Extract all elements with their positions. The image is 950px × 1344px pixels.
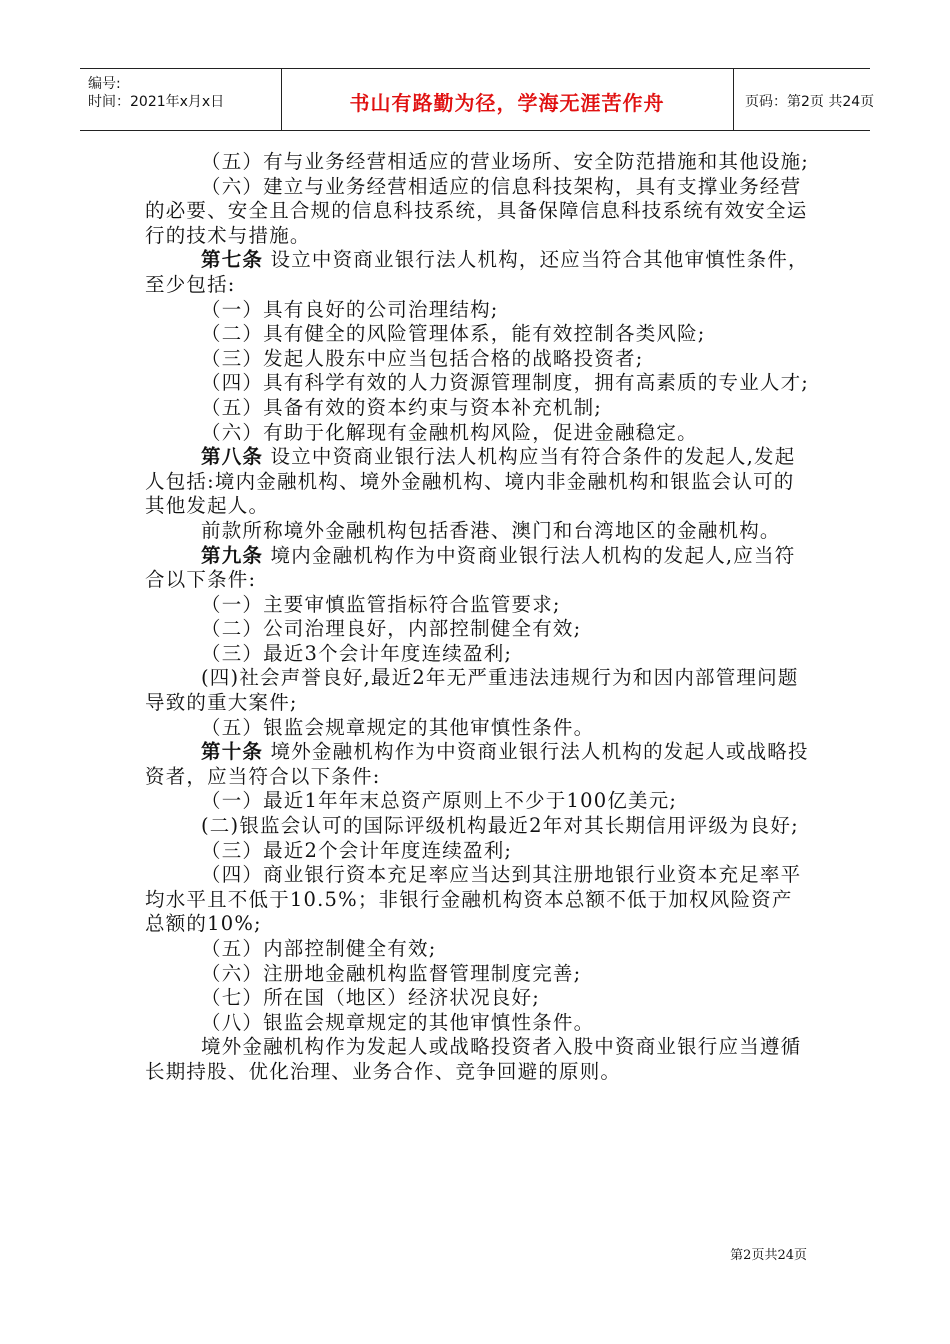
paragraph-text: 境内金融机构作为中资商业银行法人机构的发起人,应当符合以下条件: xyxy=(145,543,796,592)
paragraph-text: （五）内部控制健全有效; xyxy=(201,937,437,960)
clause-paragraph xyxy=(145,322,813,347)
clause-paragraph xyxy=(145,642,813,667)
clause-paragraph xyxy=(145,421,813,446)
clause-paragraph xyxy=(145,298,813,323)
article-number: 第八条 xyxy=(201,445,264,469)
paragraph-text: （二）具有健全的风险管理体系，能有效控制各类风险; xyxy=(201,322,706,346)
clause-paragraph xyxy=(145,789,813,814)
paragraph-text: （五）具备有效的资本约束与资本补充机制; xyxy=(201,395,603,419)
paragraph-text: （三）最近3个会计年度连续盈利; xyxy=(201,641,513,665)
paragraph-text: 设立中资商业银行法人机构，还应当符合其他审慎性条件，至少包括: xyxy=(145,248,809,296)
clause-paragraph xyxy=(145,1011,813,1036)
clause-paragraph xyxy=(145,986,813,1011)
clause-paragraph xyxy=(145,937,813,962)
paragraph-text: （六）建立与业务经营相适应的信息科技架构，具有支撑业务经营的必要、安全且合规的信息科技系统，具备保障信息科技系统有效安全运行的技术与措施。 xyxy=(145,174,808,247)
page-header xyxy=(80,68,875,131)
clause-paragraph xyxy=(145,593,813,618)
header-motto: 书山有路勤为径，学海无涯苦作舟 xyxy=(349,91,665,115)
article-number: 第十条 xyxy=(201,740,264,764)
header-page-cell xyxy=(733,69,875,130)
paragraph-text: （三）最近2个会计年度连续盈利; xyxy=(201,838,513,862)
paragraph-text: （五）有与业务经营相适应的营业场所、安全防范措施和其他设施; xyxy=(201,150,810,173)
document-number-label: 编号: xyxy=(88,76,121,92)
article-number: 第七条 xyxy=(201,248,264,272)
document-body xyxy=(145,150,813,1085)
paragraph-text: 前款所称境外金融机构包括香港、澳门和台湾地区的金融机构。 xyxy=(201,518,781,542)
header-motto-cell xyxy=(281,69,734,130)
paragraph-text: （六）有助于化解现有金融机构风险，促进金融稳定。 xyxy=(201,420,698,444)
clause-paragraph xyxy=(145,371,813,396)
article-number: 第九条 xyxy=(201,543,264,567)
clause-paragraph xyxy=(145,347,813,372)
header-page-number: 页码：第2页 共24页 xyxy=(745,94,875,110)
paragraph-text: （一）具有良好的公司治理结构; xyxy=(201,297,499,321)
clause-paragraph xyxy=(145,396,813,421)
clause-paragraph xyxy=(145,666,813,715)
paragraph-text: 设立中资商业银行法人机构应当有符合条件的发起人,发起人包括:境内金融机构、境外金融机构、境内非金融机构和银监会认可的其他发起人。 xyxy=(145,445,796,518)
paragraph-text: （四）具有科学有效的人力资源管理制度，拥有高素质的专业人才; xyxy=(201,371,810,395)
paragraph-text: （八）银监会规章规定的其他审慎性条件。 xyxy=(201,1010,595,1034)
clause-paragraph xyxy=(145,150,813,175)
document-time-label: 时间：2021年x月x日 xyxy=(88,94,225,110)
clause-paragraph xyxy=(145,863,813,937)
article-paragraph xyxy=(145,544,813,593)
paragraph-text: 境外金融机构作为发起人或战略投资者入股中资商业银行应当遵循长期持股、优化治理、业务合作、竞争回避的原则。 xyxy=(145,1035,802,1083)
paragraph-text: （一）主要审慎监管指标符合监管要求; xyxy=(201,592,561,616)
article-paragraph xyxy=(145,740,813,789)
paragraph-text: （三）发起人股东中应当包括合格的战略投资者; xyxy=(201,346,644,370)
paragraph-text: （六）注册地金融机构监督管理制度完善; xyxy=(201,961,582,985)
article-paragraph xyxy=(145,445,813,519)
article-paragraph xyxy=(145,248,813,297)
header-meta xyxy=(80,69,282,130)
paragraph-text: 境外金融机构作为中资商业银行法人机构的发起人或战略投资者，应当符合以下条件: xyxy=(145,740,809,788)
clause-paragraph xyxy=(145,175,813,249)
clause-paragraph xyxy=(145,716,813,741)
clause-paragraph xyxy=(145,814,813,839)
clause-paragraph xyxy=(145,1035,813,1084)
clause-paragraph xyxy=(145,519,813,544)
paragraph-text: （四）商业银行资本充足率应当达到其注册地银行业资本充足率平均水平且不低于10.5%；非银行金融机构资本总额不低于加权风险资产总额的10%; xyxy=(145,863,802,936)
clause-paragraph xyxy=(145,962,813,987)
clause-paragraph xyxy=(145,617,813,642)
clause-paragraph xyxy=(145,839,813,864)
paragraph-text: （五）银监会规章规定的其他审慎性条件。 xyxy=(201,715,595,739)
page-footer: 第2页共24页 xyxy=(730,1248,807,1263)
paragraph-text: (四)社会声誉良好,最近2年无严重违法违规行为和因内部管理问题导致的重大案件; xyxy=(145,666,799,715)
paragraph-text: （二）公司治理良好，内部控制健全有效; xyxy=(201,617,582,641)
paragraph-text: (二)银监会认可的国际评级机构最近2年对其长期信用评级为良好; xyxy=(201,814,799,838)
paragraph-text: （七）所在国（地区）经济状况良好; xyxy=(201,986,540,1010)
paragraph-text: （一）最近1年年末总资产原则上不少于100亿美元; xyxy=(201,789,678,813)
